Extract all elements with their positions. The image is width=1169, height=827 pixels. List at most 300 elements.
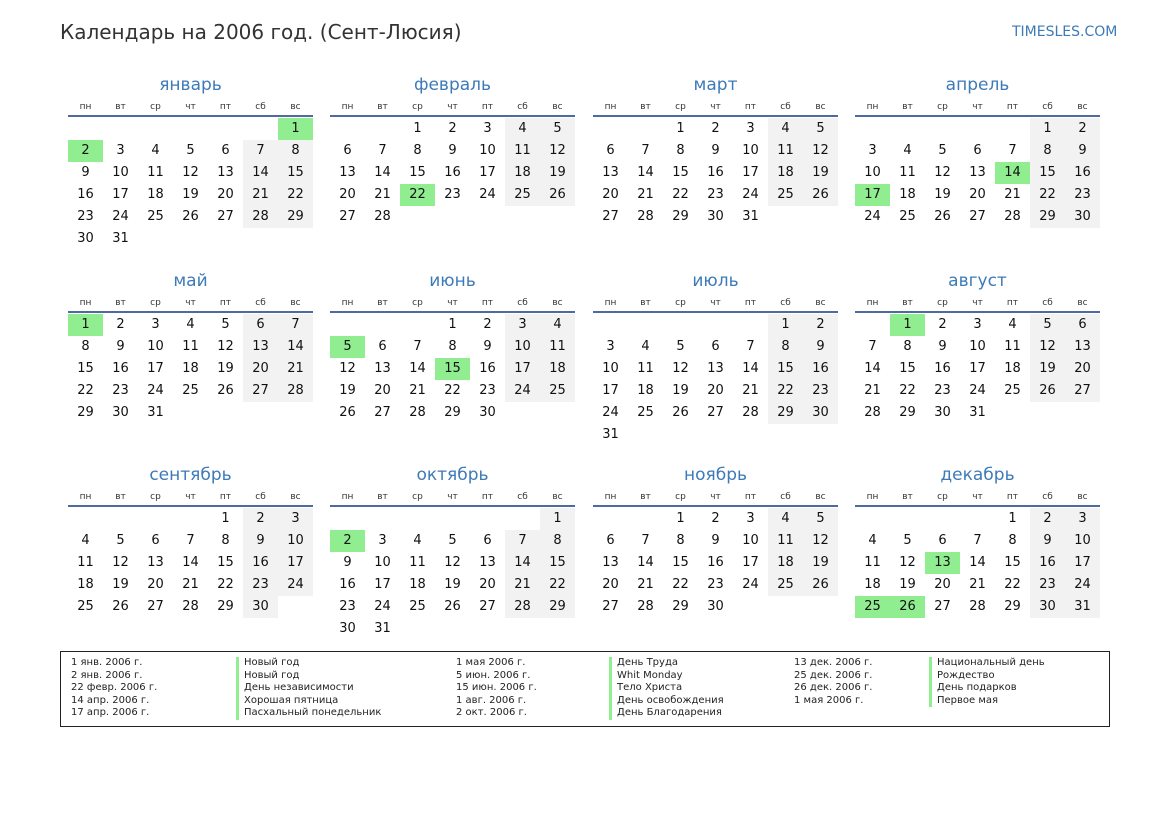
day-cell: 20	[243, 358, 278, 380]
day-cell: 9	[483, 339, 492, 354]
day-cell: 10	[112, 165, 129, 180]
day-cell: 29	[899, 405, 916, 420]
day-cell: 26	[339, 405, 356, 420]
weekday-label: сб	[255, 298, 266, 308]
day-cell: 13	[707, 361, 724, 376]
day-cell: 29	[1030, 206, 1065, 228]
day-cell: 10	[864, 165, 881, 180]
day-cell: 11	[147, 165, 164, 180]
day-cell: 3	[151, 317, 160, 332]
day-cell: 27	[147, 599, 164, 614]
day-cell: 15	[1030, 162, 1065, 184]
day-cell: 8	[676, 143, 685, 158]
day-cell: 26	[803, 574, 838, 596]
legend-date-column	[456, 657, 537, 720]
day-cell: 19	[339, 383, 356, 398]
day-cell: 22	[540, 574, 575, 596]
weekday-label: вс	[290, 298, 301, 308]
day-cell: 10	[742, 533, 759, 548]
day-cell: 1	[1008, 511, 1017, 526]
day-cell: 10	[505, 336, 540, 358]
weekday-label: пн	[341, 492, 354, 502]
day-cell: 20	[602, 187, 619, 202]
day-cell: 18	[899, 187, 916, 202]
weekday-label: пт	[219, 492, 232, 502]
weekday-label: чт	[710, 102, 721, 112]
day-cell: 20	[374, 383, 391, 398]
day-cell: 18	[409, 577, 426, 592]
day-cell: 30	[803, 402, 838, 424]
day-cell: 6	[243, 314, 278, 336]
day-cell: 24	[147, 383, 164, 398]
day-cell: 18	[77, 577, 94, 592]
weekday-label: вт	[377, 492, 388, 502]
day-cell: 9	[938, 339, 947, 354]
day-cell: 19	[899, 577, 916, 592]
day-cell: 7	[505, 530, 540, 552]
legend-date: 14 апр. 2006 г.	[71, 694, 150, 706]
day-cell: 5	[448, 533, 457, 548]
day-cell: 15	[1004, 555, 1021, 570]
month-name: сентябрь	[149, 465, 232, 485]
day-cell: 30	[707, 209, 724, 224]
day-cell: 1	[413, 121, 422, 136]
legend-holiday-name: Новый год	[236, 670, 381, 683]
holiday-day-cell: 14	[995, 162, 1030, 184]
month-divider	[330, 115, 575, 117]
day-cell: 2	[116, 317, 125, 332]
day-cell: 21	[374, 187, 391, 202]
holiday-day-cell: 2	[68, 140, 103, 162]
day-cell: 11	[77, 555, 94, 570]
day-cell: 8	[903, 339, 912, 354]
day-cell: 25	[637, 405, 654, 420]
day-cell: 28	[637, 599, 654, 614]
month-divider	[855, 115, 1100, 117]
day-cell: 9	[1030, 530, 1065, 552]
legend-holiday-name: Рождество	[929, 670, 1045, 683]
legend-date: 13 дек. 2006 г.	[794, 657, 873, 668]
day-cell: 2	[1065, 118, 1100, 140]
day-cell: 28	[637, 209, 654, 224]
weekday-label: вс	[1077, 492, 1088, 502]
weekday-label: чт	[447, 102, 458, 112]
day-cell: 13	[243, 336, 278, 358]
day-cell: 18	[768, 552, 803, 574]
day-cell: 14	[864, 361, 881, 376]
day-cell: 22	[672, 187, 689, 202]
day-cell: 29	[278, 206, 313, 228]
day-cell: 22	[899, 383, 916, 398]
weekday-label: пн	[604, 298, 617, 308]
day-cell: 20	[479, 577, 496, 592]
day-cell: 15	[217, 555, 234, 570]
day-cell: 3	[606, 339, 615, 354]
day-cell: 12	[444, 555, 461, 570]
weekday-label: пн	[79, 102, 92, 112]
day-cell: 18	[1004, 361, 1021, 376]
holiday-day-cell: 15	[435, 358, 470, 380]
day-cell: 19	[803, 552, 838, 574]
day-cell: 6	[606, 143, 615, 158]
day-cell: 9	[711, 143, 720, 158]
site-link[interactable]: TIMESLES.COM	[1012, 24, 1118, 40]
day-cell: 7	[413, 339, 422, 354]
day-cell: 30	[112, 405, 129, 420]
weekday-header	[68, 492, 313, 502]
day-cell: 5	[676, 339, 685, 354]
day-cell: 13	[969, 165, 986, 180]
day-cell: 24	[505, 380, 540, 402]
weekday-label: вт	[115, 298, 126, 308]
day-cell: 20	[147, 577, 164, 592]
day-cell: 2	[711, 511, 720, 526]
day-cell: 15	[540, 552, 575, 574]
day-cell: 16	[112, 361, 129, 376]
day-cell: 1	[540, 508, 575, 530]
day-cell: 19	[1030, 358, 1065, 380]
weekday-header	[330, 298, 575, 308]
day-cell: 19	[112, 577, 129, 592]
day-cell: 19	[672, 383, 689, 398]
day-cell: 23	[707, 187, 724, 202]
day-cell: 5	[116, 533, 125, 548]
day-cell: 26	[444, 599, 461, 614]
day-cell: 9	[448, 143, 457, 158]
weekday-label: сб	[517, 102, 528, 112]
day-cell: 3	[483, 121, 492, 136]
weekday-label: сб	[780, 102, 791, 112]
day-cell: 13	[1065, 336, 1100, 358]
day-cell: 29	[444, 405, 461, 420]
weekday-label: ср	[150, 492, 161, 502]
month-divider	[593, 505, 838, 507]
day-cell: 11	[768, 530, 803, 552]
legend-date: 25 дек. 2006 г.	[794, 669, 873, 681]
day-cell: 9	[803, 336, 838, 358]
day-cell: 2	[1030, 508, 1065, 530]
day-cell: 3	[746, 121, 755, 136]
legend-holiday-name: День Труда	[609, 657, 724, 670]
day-cell: 31	[374, 621, 391, 636]
day-cell: 25	[147, 209, 164, 224]
day-cell: 14	[374, 165, 391, 180]
day-cell: 15	[672, 555, 689, 570]
weekday-header	[68, 298, 313, 308]
day-cell: 21	[505, 574, 540, 596]
day-cell: 22	[444, 383, 461, 398]
day-cell: 4	[186, 317, 195, 332]
weekday-header	[593, 102, 838, 112]
holiday-day-cell: 17	[855, 184, 890, 206]
day-cell: 18	[182, 361, 199, 376]
day-cell: 6	[711, 339, 720, 354]
weekday-label: пн	[79, 298, 92, 308]
day-cell: 14	[637, 555, 654, 570]
day-cell: 22	[77, 383, 94, 398]
legend-holiday-name: Первое мая	[929, 695, 1045, 708]
day-cell: 25	[409, 599, 426, 614]
day-cell: 4	[641, 339, 650, 354]
day-cell: 15	[672, 165, 689, 180]
day-cell: 12	[540, 140, 575, 162]
day-cell: 24	[374, 599, 391, 614]
month-name: ноябрь	[683, 465, 748, 485]
weekday-label: сб	[255, 492, 266, 502]
day-cell: 5	[803, 508, 838, 530]
day-cell: 3	[973, 317, 982, 332]
day-cell: 19	[217, 361, 234, 376]
day-cell: 23	[1065, 184, 1100, 206]
day-cell: 6	[151, 533, 160, 548]
weekday-label: ср	[675, 492, 686, 502]
day-cell: 11	[637, 361, 654, 376]
weekday-label: ср	[412, 298, 423, 308]
day-cell: 7	[868, 339, 877, 354]
day-cell: 17	[374, 577, 391, 592]
day-cell: 11	[409, 555, 426, 570]
day-cell: 5	[938, 143, 947, 158]
day-cell: 5	[540, 118, 575, 140]
legend-holiday-name: Хорошая пятница	[236, 695, 381, 708]
day-cell: 12	[934, 165, 951, 180]
day-cell: 23	[77, 209, 94, 224]
day-cell: 18	[147, 187, 164, 202]
day-cell: 2	[711, 121, 720, 136]
day-cell: 17	[505, 358, 540, 380]
day-cell: 29	[672, 209, 689, 224]
month-divider	[68, 311, 313, 313]
weekday-label: пт	[481, 298, 494, 308]
day-cell: 8	[1030, 140, 1065, 162]
day-cell: 23	[444, 187, 461, 202]
day-cell: 21	[864, 383, 881, 398]
day-cell: 1	[768, 314, 803, 336]
day-cell: 3	[116, 143, 125, 158]
day-cell: 30	[934, 405, 951, 420]
day-cell: 11	[1004, 339, 1021, 354]
day-cell: 27	[339, 209, 356, 224]
legend-holiday-name: Whit Monday	[609, 670, 724, 683]
weekday-label: сб	[1042, 492, 1053, 502]
holiday-day-cell: 5	[330, 336, 365, 358]
weekday-label: чт	[972, 102, 983, 112]
day-cell: 10	[278, 530, 313, 552]
weekday-label: чт	[972, 492, 983, 502]
day-cell: 25	[899, 209, 916, 224]
day-cell: 24	[969, 383, 986, 398]
day-cell: 22	[1030, 184, 1065, 206]
legend-holiday-name: День Благодарения	[609, 707, 724, 720]
month-divider	[68, 115, 313, 117]
day-cell: 7	[641, 143, 650, 158]
day-cell: 16	[803, 358, 838, 380]
weekday-label: пн	[866, 492, 879, 502]
holiday-day-cell: 1	[890, 314, 925, 336]
day-cell: 27	[602, 209, 619, 224]
holiday-day-cell: 26	[890, 596, 925, 618]
day-cell: 20	[339, 187, 356, 202]
legend-name-column	[929, 657, 1045, 707]
day-cell: 13	[602, 555, 619, 570]
legend-date: 1 мая 2006 г.	[794, 694, 864, 706]
day-cell: 22	[278, 184, 313, 206]
day-cell: 14	[182, 555, 199, 570]
weekday-header	[68, 102, 313, 112]
day-cell: 4	[1008, 317, 1017, 332]
day-cell: 9	[116, 339, 125, 354]
day-cell: 6	[221, 143, 230, 158]
day-cell: 29	[768, 402, 803, 424]
day-cell: 13	[479, 555, 496, 570]
day-cell: 11	[899, 165, 916, 180]
legend-date: 1 авг. 2006 г.	[456, 694, 527, 706]
weekday-label: пт	[1006, 102, 1019, 112]
day-cell: 17	[742, 555, 759, 570]
weekday-header	[330, 102, 575, 112]
legend-holiday-name: Новый год	[236, 657, 381, 670]
day-cell: 27	[1065, 380, 1100, 402]
day-cell: 14	[637, 165, 654, 180]
weekday-label: ср	[937, 492, 948, 502]
legend-date-column	[71, 657, 157, 720]
day-cell: 7	[973, 533, 982, 548]
month-name: август	[948, 271, 1007, 291]
day-cell: 12	[182, 165, 199, 180]
day-cell: 10	[742, 143, 759, 158]
weekday-label: пн	[604, 102, 617, 112]
month-divider	[330, 505, 575, 507]
weekday-label: вс	[815, 102, 826, 112]
day-cell: 25	[77, 599, 94, 614]
day-cell: 25	[540, 380, 575, 402]
weekday-label: вс	[290, 492, 301, 502]
day-cell: 9	[1065, 140, 1100, 162]
day-cell: 12	[899, 555, 916, 570]
legend-date: 26 дек. 2006 г.	[794, 682, 873, 694]
day-cell: 31	[602, 427, 619, 442]
day-cell: 4	[903, 143, 912, 158]
day-cell: 3	[746, 511, 755, 526]
weekday-label: пн	[341, 298, 354, 308]
weekday-label: пт	[1006, 298, 1019, 308]
month-divider	[855, 311, 1100, 313]
day-cell: 13	[217, 165, 234, 180]
weekday-label: пн	[79, 492, 92, 502]
weekday-label: пн	[604, 492, 617, 502]
day-cell: 16	[77, 187, 94, 202]
day-cell: 2	[938, 317, 947, 332]
month-name: декабрь	[940, 465, 1015, 485]
weekday-header	[855, 492, 1100, 502]
day-cell: 22	[768, 380, 803, 402]
legend-date: 1 янв. 2006 г.	[71, 657, 143, 668]
day-cell: 24	[1065, 574, 1100, 596]
day-cell: 22	[672, 577, 689, 592]
weekday-label: пн	[341, 102, 354, 112]
day-cell: 11	[768, 140, 803, 162]
weekday-header	[593, 298, 838, 308]
month-name: октябрь	[416, 465, 489, 485]
day-cell: 12	[672, 361, 689, 376]
weekday-label: вс	[1077, 298, 1088, 308]
day-cell: 1	[221, 511, 230, 526]
day-cell: 10	[147, 339, 164, 354]
day-cell: 13	[602, 165, 619, 180]
weekday-label: сб	[517, 298, 528, 308]
weekday-label: сб	[517, 492, 528, 502]
month-name: январь	[159, 75, 222, 95]
day-cell: 2	[448, 121, 457, 136]
day-cell: 18	[637, 383, 654, 398]
day-cell: 15	[409, 165, 426, 180]
weekday-label: вт	[640, 298, 651, 308]
day-cell: 30	[339, 621, 356, 636]
day-cell: 18	[505, 162, 540, 184]
day-cell: 10	[374, 555, 391, 570]
day-cell: 3	[278, 508, 313, 530]
day-cell: 31	[742, 209, 759, 224]
day-cell: 28	[1004, 209, 1021, 224]
month-name: июль	[692, 271, 739, 291]
day-cell: 8	[413, 143, 422, 158]
day-cell: 27	[217, 209, 234, 224]
day-cell: 4	[413, 533, 422, 548]
day-cell: 13	[339, 165, 356, 180]
day-cell: 14	[505, 552, 540, 574]
day-cell: 14	[409, 361, 426, 376]
day-cell: 25	[182, 383, 199, 398]
day-cell: 18	[540, 358, 575, 380]
day-cell: 19	[803, 162, 838, 184]
day-cell: 5	[221, 317, 230, 332]
weekday-label: вс	[815, 298, 826, 308]
day-cell: 17	[479, 165, 496, 180]
legend-date: 5 июн. 2006 г.	[456, 669, 531, 681]
weekday-label: вт	[115, 102, 126, 112]
legend-holiday-name: Тело Христа	[609, 682, 724, 695]
day-cell: 26	[803, 184, 838, 206]
day-cell: 25	[768, 574, 803, 596]
day-cell: 5	[903, 533, 912, 548]
day-cell: 15	[77, 361, 94, 376]
day-cell: 30	[1030, 596, 1065, 618]
day-cell: 24	[742, 187, 759, 202]
day-cell: 12	[112, 555, 129, 570]
weekday-label: ср	[937, 298, 948, 308]
weekday-label: пт	[481, 102, 494, 112]
day-cell: 28	[182, 599, 199, 614]
day-cell: 7	[186, 533, 195, 548]
day-cell: 20	[969, 187, 986, 202]
day-cell: 6	[938, 533, 947, 548]
weekday-label: сб	[1042, 298, 1053, 308]
holiday-day-cell: 2	[330, 530, 365, 552]
day-cell: 24	[112, 209, 129, 224]
day-cell: 21	[182, 577, 199, 592]
day-cell: 21	[969, 577, 986, 592]
day-cell: 23	[339, 599, 356, 614]
day-cell: 6	[483, 533, 492, 548]
weekday-label: вс	[552, 298, 563, 308]
day-cell: 26	[934, 209, 951, 224]
weekday-label: чт	[185, 102, 196, 112]
weekday-header	[593, 492, 838, 502]
day-cell: 16	[339, 577, 356, 592]
legend-date: 15 июн. 2006 г.	[456, 682, 537, 694]
day-cell: 24	[479, 187, 496, 202]
day-cell: 7	[378, 143, 387, 158]
